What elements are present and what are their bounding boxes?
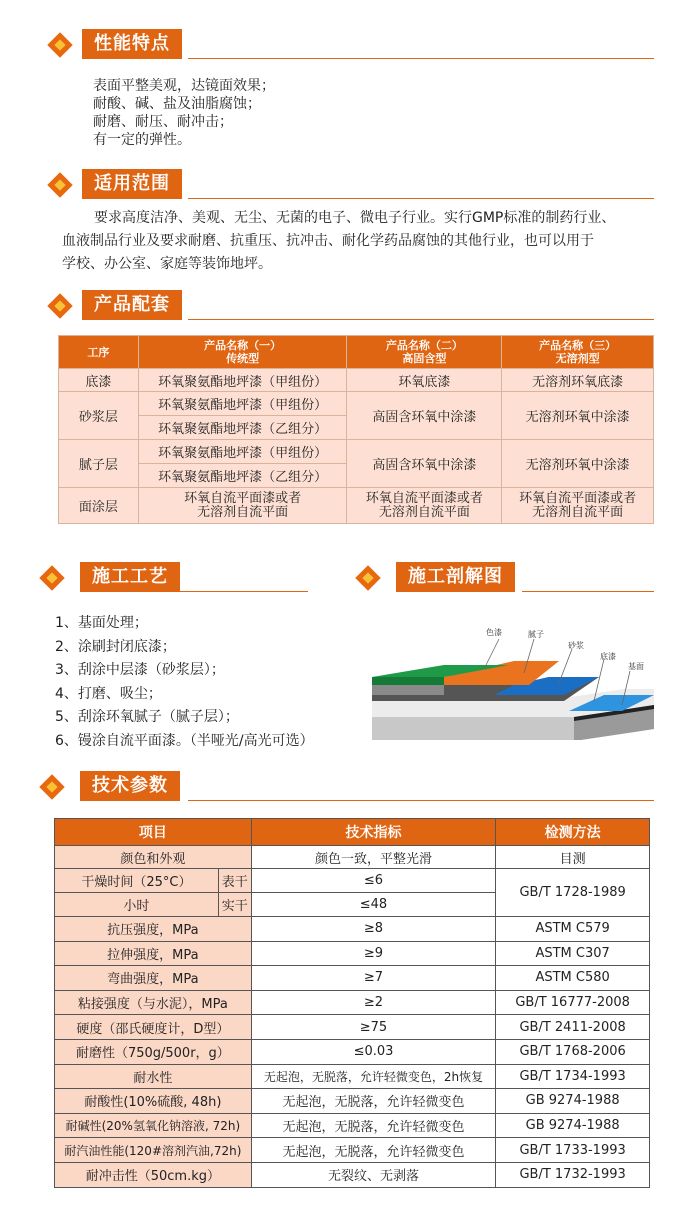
table-row: 腻子层 环氧聚氨酯地坪漆（甲组份） 高固含环氧中涂漆 无溶剂环氧中涂漆 (59, 440, 654, 464)
divider (188, 58, 654, 59)
feature-line: 表面平整美观，达镜面效果； (93, 78, 275, 94)
section-header-features (48, 28, 654, 62)
table-row: 耐水性 无起泡，无脱落，允许轻微变色，2h恢复 GB/T 1734-1993 (55, 1064, 650, 1089)
section-header-process (40, 561, 308, 595)
table-row: 硬度（邵氏硬度计，D型） ≥75 GB/T 2411-2008 (55, 1015, 650, 1040)
table-row: 面涂层 环氧自流平面漆或者 无溶剂自流平面 环氧自流平面漆或者 无溶剂自流平面 环氧自流平面漆或者 无溶剂自流平面 (59, 488, 654, 524)
diamond-icon (356, 566, 380, 590)
divider (188, 800, 654, 801)
section-title: 施工工艺 (80, 562, 180, 592)
table-row: 耐碱性(20%氢氧化钠溶液, 72h) 无起泡，无脱落，允许轻微变色 GB 9274-1988 (55, 1113, 650, 1138)
table-row: 耐冲击性（50cm.kg） 无裂纹、无剥落 GB/T 1732-1993 (55, 1162, 650, 1187)
diagram-label-mortar: 砂浆 (568, 641, 584, 650)
divider (180, 591, 308, 592)
table-row: 耐磨性（750g/500r，g） ≤0.03 GB/T 1768-2006 (55, 1039, 650, 1064)
table-row: 拉伸强度，MPa ≥9 ASTM C307 (55, 941, 650, 966)
table-row: 耐酸性(10%硫酸, 48h) 无起泡，无脱落，允许轻微变色 GB 9274-1988 (55, 1089, 650, 1114)
divider (522, 591, 654, 592)
diamond-icon (48, 33, 72, 57)
feature-line: 有一定的弹性。 (93, 132, 191, 148)
section-header-diagram (356, 561, 654, 595)
process-step: 5、刮涂环氧腻子（腻子层）； (55, 709, 239, 725)
feature-line: 耐酸、碱、盐及油脂腐蚀； (93, 96, 261, 112)
table-row: 底漆 环氧聚氨酯地坪漆（甲组份） 环氧底漆 无溶剂环氧底漆 (59, 369, 654, 392)
diamond-icon (48, 173, 72, 197)
diagram-label-base: 基面 (628, 662, 644, 671)
diagram-label-primer: 底漆 (600, 652, 616, 661)
scope-line: 学校、办公室、家庭等装饰地坪。 (62, 256, 272, 272)
product-table (58, 335, 654, 524)
table-row: 砂浆层 环氧聚氨酯地坪漆（甲组份） 高固含环氧中涂漆 无溶剂环氧中涂漆 (59, 392, 654, 416)
process-step: 6、镘涂自流平面漆。（半哑光/高光可选） (55, 732, 314, 749)
process-step: 1、基面处理； (55, 615, 148, 631)
tech-table (54, 818, 650, 1188)
header-col2: 产品名称（二） 高固含型 (347, 336, 502, 369)
header-item: 项目 (55, 819, 252, 846)
header-method: 检测方法 (496, 819, 650, 846)
features-list (93, 77, 275, 149)
table-row: 干燥时间（25°C） 表干 ≤6 GB/T 1728-1989 (55, 869, 650, 893)
layer-cross-section-diagram (364, 625, 659, 740)
section-title: 技术参数 (80, 771, 180, 801)
scope-line: 要求高度洁净、美观、无尘、无菌的电子、微电子行业。实行GMP标准的制药行业、 (94, 210, 616, 226)
header-process: 工序 (59, 336, 139, 369)
process-step: 3、刮涂中层漆（砂浆层）； (55, 662, 225, 678)
process-step: 2、涂刷封闭底漆； (55, 638, 176, 655)
diamond-icon (48, 294, 72, 318)
diagram-label-putty: 腻子 (528, 630, 544, 639)
table-row: 粘接强度（与水泥），MPa ≥2 GB/T 16777-2008 (55, 990, 650, 1015)
section-title: 施工剖解图 (396, 562, 515, 592)
table-row: 耐汽油性能(120#溶剂汽油,72h) 无起泡，无脱落，允许轻微变色 GB/T 1733-1993 (55, 1138, 650, 1163)
diagram-label-top: 色漆 (486, 628, 502, 637)
section-header-tech (40, 770, 654, 804)
diamond-icon (40, 775, 64, 799)
table-row: 小时 实干 ≤48 (55, 893, 650, 917)
section-title: 性能特点 (82, 29, 182, 59)
section-header-scope (48, 168, 654, 202)
process-step: 4、打磨、吸尘； (55, 685, 162, 702)
feature-line: 耐磨、耐压、耐冲击； (93, 114, 233, 130)
process-steps (55, 612, 314, 753)
scope-line: 血液制品行业及要求耐磨、抗重压、抗冲击、耐化学药品腐蚀的其他行业，也可以用于 (62, 233, 594, 249)
divider (188, 198, 654, 199)
header-spec: 技术指标 (251, 819, 496, 846)
diamond-icon (40, 566, 64, 590)
section-header-products (48, 289, 654, 323)
divider (188, 319, 654, 320)
section-title: 适用范围 (82, 169, 182, 199)
scope-paragraph (62, 207, 682, 276)
table-row: 抗压强度，MPa ≥8 ASTM C579 (55, 917, 650, 942)
table-row: 颜色和外观 颜色一致，平整光滑 目测 (55, 846, 650, 869)
table-row: 弯曲强度，MPa ≥7 ASTM C580 (55, 966, 650, 991)
header-col3: 产品名称（三） 无溶剂型 (502, 336, 654, 369)
header-col1: 产品名称（一） 传统型 (138, 336, 347, 369)
section-title: 产品配套 (82, 290, 182, 320)
table-row: 环氧聚氨酯地坪漆（乙组分） (59, 416, 654, 440)
table-row: 环氧聚氨酯地坪漆（乙组分） (59, 464, 654, 488)
